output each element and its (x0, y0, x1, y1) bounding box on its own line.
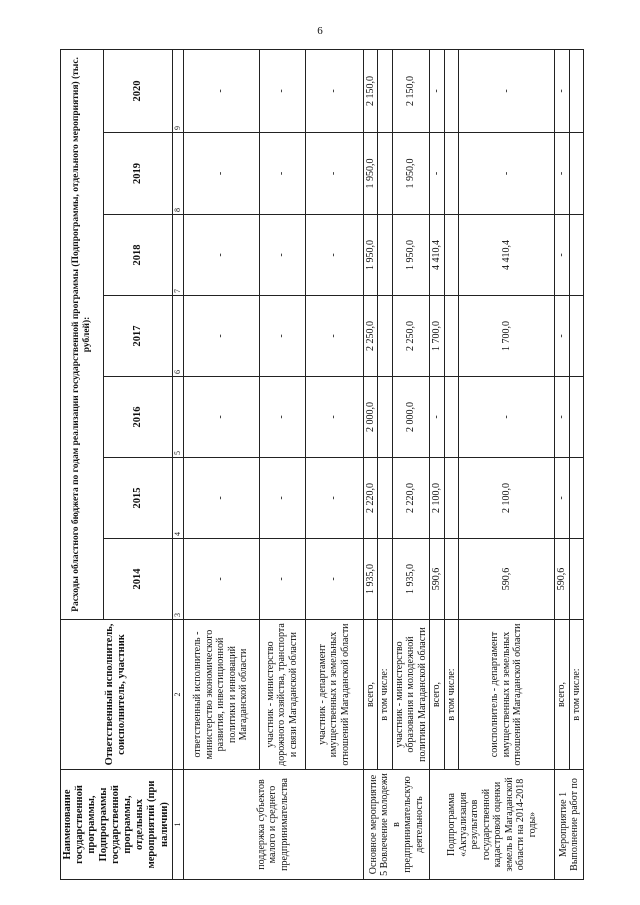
value-cell: - (555, 377, 570, 458)
program-name-cell: Подпрограмма «Актуализация результатов государственной кадастровой оценки земель в Магаданской области на 2014-2018 годы» (430, 770, 555, 880)
value-cell (444, 49, 459, 132)
value-cell: 1 950,0 (363, 215, 378, 296)
value-cell: - (555, 458, 570, 539)
value-cell: 2 100,0 (430, 458, 445, 539)
value-cell: 590,6 (555, 539, 570, 620)
value-cell: 2 000,0 (392, 377, 430, 458)
value-cell: - (305, 377, 363, 458)
value-cell: - (459, 377, 555, 458)
value-cell: 1 700,0 (459, 296, 555, 377)
header-year: 2020 (103, 49, 172, 132)
value-cell: - (430, 49, 445, 132)
value-cell (444, 539, 459, 620)
value-cell (378, 539, 393, 620)
value-cell: - (459, 133, 555, 215)
executor-cell: в том числе: (444, 620, 459, 770)
value-cell: 4 410,4 (430, 215, 445, 296)
value-cell: - (183, 49, 259, 132)
header-name-column: Наименование государственной программы, Подпрограммы государственной программы, отдельных мероприятий (при наличии) (61, 770, 173, 880)
executor-cell: всего, (555, 620, 570, 770)
value-cell: - (183, 133, 259, 215)
header-year: 2019 (103, 133, 172, 215)
value-cell (569, 377, 584, 458)
value-cell: 2 150,0 (363, 49, 378, 132)
header-year: 2015 (103, 458, 172, 539)
executor-cell: участник - министерство дорожного хозяйства, транспорта и связи Магаданской области (259, 620, 305, 770)
value-cell (378, 296, 393, 377)
executor-cell: участник - департамент имущественных и земельных отношений Магаданской области (305, 620, 363, 770)
executor-cell: в том числе: (569, 620, 584, 770)
value-cell (444, 215, 459, 296)
value-cell: 590,6 (430, 539, 445, 620)
value-cell: - (259, 539, 305, 620)
executor-cell: в том числе: (378, 620, 393, 770)
executor-cell: всего, (363, 620, 378, 770)
value-cell: - (183, 458, 259, 539)
value-cell: 2 250,0 (392, 296, 430, 377)
value-cell: - (259, 49, 305, 132)
value-cell: - (555, 49, 570, 132)
value-cell: - (305, 133, 363, 215)
column-number: 9 (172, 49, 183, 132)
executor-cell: ответственный исполнитель - министерство экономического развития, инвестиционной политики и инноваций Магаданской области (183, 620, 259, 770)
value-cell: - (430, 377, 445, 458)
header-year: 2014 (103, 539, 172, 620)
value-cell: 1 935,0 (363, 539, 378, 620)
header-executor-column: Ответственный исполнитель, соисполнитель, участник (61, 620, 173, 770)
column-number: 6 (172, 296, 183, 377)
column-number: 3 (172, 539, 183, 620)
header-year: 2016 (103, 377, 172, 458)
value-cell: - (555, 215, 570, 296)
value-cell: 2 100,0 (459, 458, 555, 539)
value-cell (378, 377, 393, 458)
value-cell: - (259, 215, 305, 296)
value-cell (569, 49, 584, 132)
executor-cell: участник - министерство образования и молодежной политики Магаданской области (392, 620, 430, 770)
value-cell: - (305, 49, 363, 132)
expenses-table-rotated (60, 50, 580, 880)
column-number: 7 (172, 215, 183, 296)
executor-cell: соисполнитель - департамент имущественных и земельных отношений Магаданской области (459, 620, 555, 770)
value-cell: 1 950,0 (363, 133, 378, 215)
value-cell: - (555, 296, 570, 377)
value-cell: - (259, 296, 305, 377)
value-cell: 1 950,0 (392, 215, 430, 296)
value-cell: - (305, 539, 363, 620)
value-cell (569, 458, 584, 539)
value-cell: - (183, 377, 259, 458)
value-cell: - (259, 458, 305, 539)
value-cell: 2 150,0 (392, 49, 430, 132)
value-cell: - (459, 49, 555, 132)
value-cell: - (183, 215, 259, 296)
column-number: 4 (172, 458, 183, 539)
value-cell (444, 133, 459, 215)
column-number: 1 (172, 770, 183, 880)
value-cell: - (305, 458, 363, 539)
value-cell: - (430, 133, 445, 215)
program-name-cell: Основное мероприятие 5 Вовлечение молодежи в предпринимательскую деятельность (363, 770, 430, 880)
value-cell (378, 133, 393, 215)
value-cell (444, 296, 459, 377)
value-cell: - (259, 377, 305, 458)
value-cell: - (555, 133, 570, 215)
value-cell (444, 458, 459, 539)
value-cell: - (259, 133, 305, 215)
value-cell (378, 215, 393, 296)
value-cell: - (183, 539, 259, 620)
executor-cell: всего, (430, 620, 445, 770)
value-cell: 2 220,0 (363, 458, 378, 539)
value-cell (569, 296, 584, 377)
header-expenses-title: Расходы областного бюджета по годам реализации государственной программы (Подпрограммы, отдельного мероприятия) (тыс. рублей): (61, 49, 104, 619)
column-number: 8 (172, 133, 183, 215)
program-name-cell: поддержка субъектов малого и среднего предпринимательства (183, 770, 363, 880)
value-cell: - (305, 296, 363, 377)
value-cell: - (183, 296, 259, 377)
value-cell: 2 000,0 (363, 377, 378, 458)
value-cell: 1 950,0 (392, 133, 430, 215)
value-cell: 2 220,0 (392, 458, 430, 539)
header-year: 2018 (103, 215, 172, 296)
column-number: 2 (172, 620, 183, 770)
value-cell (378, 458, 393, 539)
value-cell (569, 539, 584, 620)
value-cell: 1 935,0 (392, 539, 430, 620)
value-cell (444, 377, 459, 458)
header-year: 2017 (103, 296, 172, 377)
value-cell: - (305, 215, 363, 296)
value-cell: 1 700,0 (430, 296, 445, 377)
value-cell: 590,6 (459, 539, 555, 620)
value-cell (569, 133, 584, 215)
value-cell: 2 250,0 (363, 296, 378, 377)
value-cell (378, 49, 393, 132)
value-cell (569, 215, 584, 296)
value-cell: 4 410,4 (459, 215, 555, 296)
expenses-table (60, 49, 584, 880)
column-number: 5 (172, 377, 183, 458)
program-name-cell: Мероприятие 1 Выполнение работ по (555, 770, 584, 880)
page-number: 6 (317, 25, 323, 37)
